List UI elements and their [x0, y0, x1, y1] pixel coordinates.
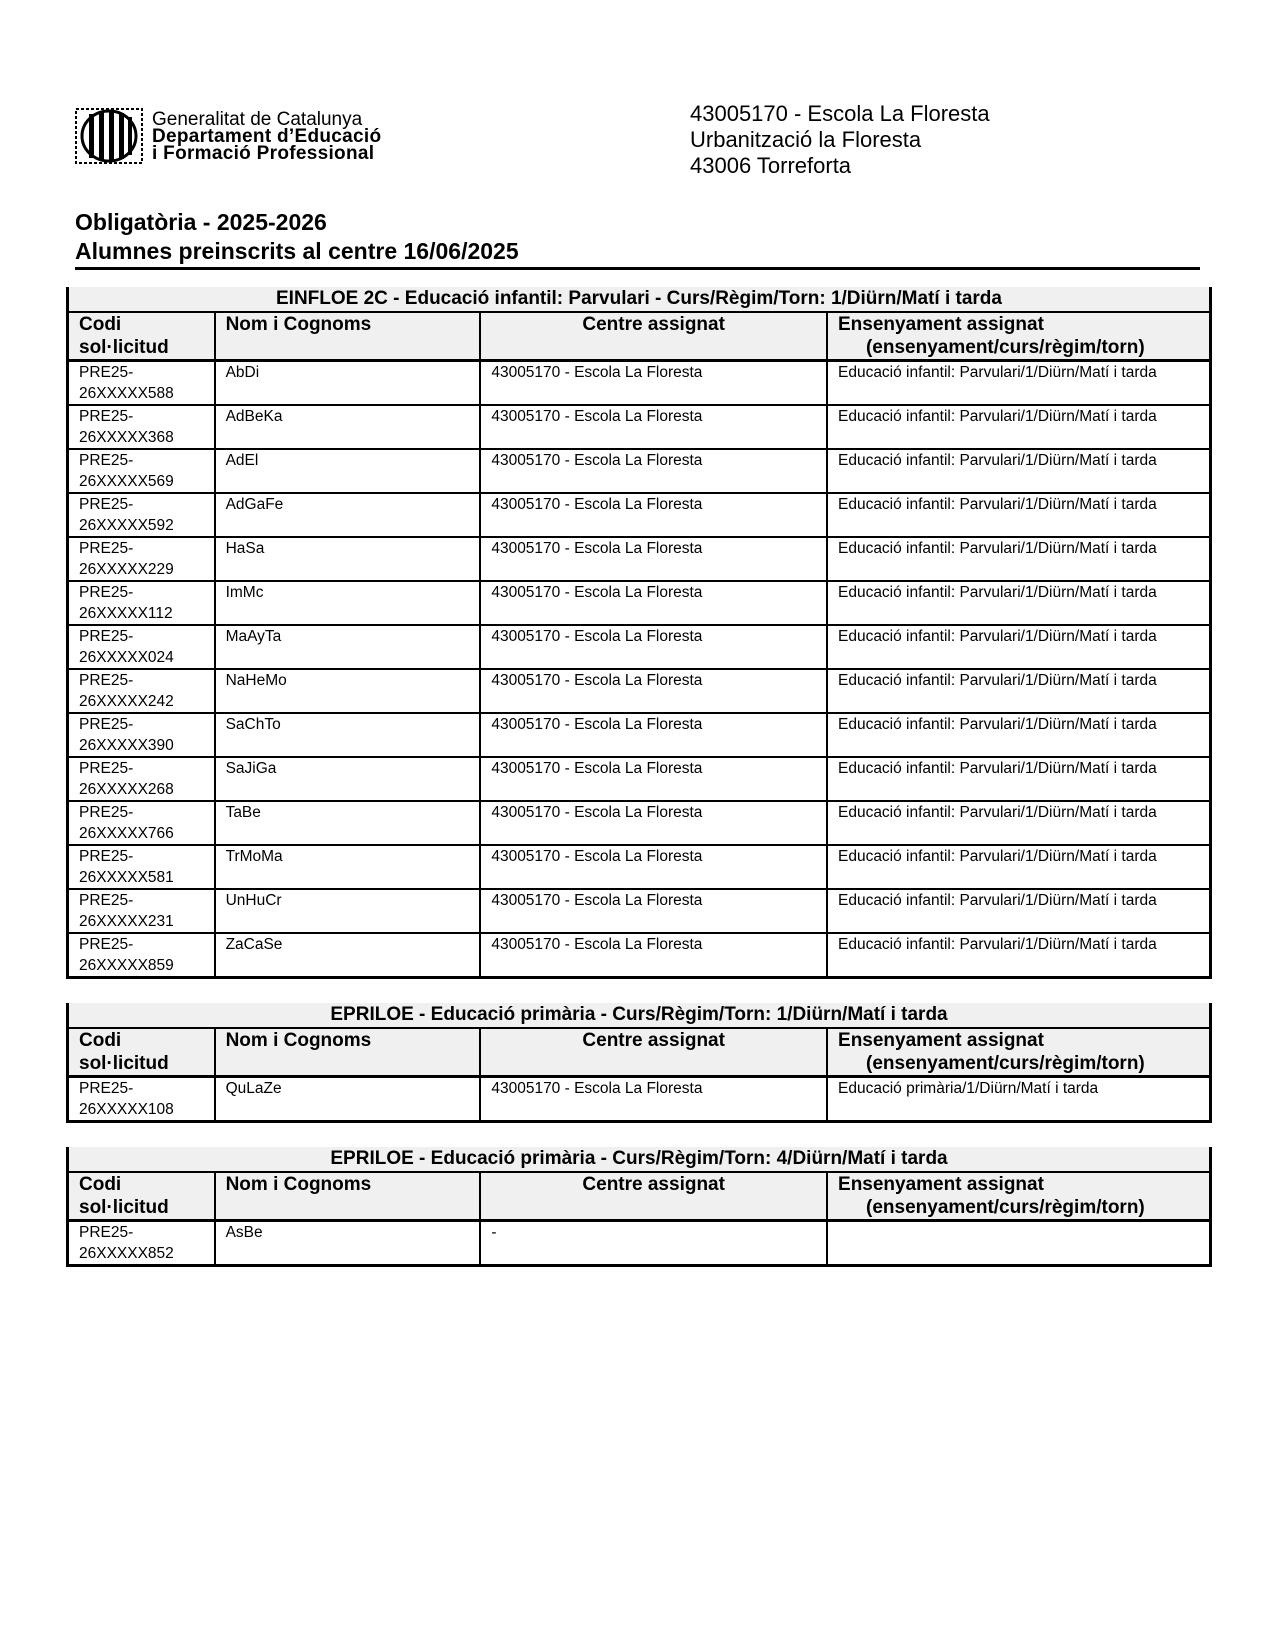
cell-ensenyament: Educació infantil: Parvulari/1/Diürn/Matí i tarda	[827, 669, 1211, 713]
cell-nom: TaBe	[215, 801, 481, 845]
codi-line1: PRE25-	[79, 452, 134, 469]
table-row	[68, 801, 1211, 845]
cell-centre: -	[480, 1221, 827, 1266]
col-header-codi-line1: Codi	[79, 314, 122, 335]
cell-nom: SaJiGa	[215, 757, 481, 801]
cell-codi	[68, 449, 215, 493]
cell-ensenyament: Educació infantil: Parvulari/1/Diürn/Matí i tarda	[827, 537, 1211, 581]
col-header-centre: Centre assignat	[480, 1172, 827, 1221]
table-row	[68, 889, 1211, 933]
cell-codi	[68, 713, 215, 757]
codi-line1: PRE25-	[79, 716, 134, 733]
col-header-ens-line2: (ensenyament/curs/règim/torn)	[865, 337, 1145, 358]
codi-line2: 26XXXXX859	[79, 957, 174, 974]
students-table	[66, 1003, 1212, 1123]
table-row	[68, 1077, 1211, 1122]
cell-ensenyament: Educació infantil: Parvulari/1/Diürn/Matí i tarda	[827, 625, 1211, 669]
col-header-codi	[68, 1172, 215, 1221]
table-row	[68, 581, 1211, 625]
table-row	[68, 625, 1211, 669]
codi-line2: 26XXXXX024	[79, 649, 174, 666]
codi-line1: PRE25-	[79, 848, 134, 865]
col-header-ens-line1: Ensenyament assignat	[838, 1174, 1044, 1195]
codi-line1: PRE25-	[79, 804, 134, 821]
col-header-codi-line1: Codi	[79, 1174, 122, 1195]
codi-line1: PRE25-	[79, 1080, 134, 1097]
cell-nom: MaAyTa	[215, 625, 481, 669]
cell-ensenyament: Educació infantil: Parvulari/1/Diürn/Matí i tarda	[827, 405, 1211, 449]
codi-line2: 26XXXXX390	[79, 737, 174, 754]
cell-nom: SaChTo	[215, 713, 481, 757]
cell-nom: AbDi	[215, 361, 481, 406]
codi-line2: 26XXXXX766	[79, 825, 174, 842]
table-row	[68, 449, 1211, 493]
col-header-codi	[68, 1028, 215, 1077]
codi-line1: PRE25-	[79, 760, 134, 777]
table-caption: EINFLOE 2C - Educació infantil: Parvulari - Curs/Règim/Torn: 1/Diürn/Matí i tarda	[68, 287, 1211, 312]
cell-centre: 43005170 - Escola La Floresta	[480, 449, 827, 493]
codi-line1: PRE25-	[79, 496, 134, 513]
table-caption: EPRILOE - Educació primària - Curs/Règim/Torn: 1/Diürn/Matí i tarda	[68, 1003, 1211, 1028]
cell-codi	[68, 801, 215, 845]
col-header-codi-line2: sol·licitud	[79, 1197, 169, 1218]
logo-line-2: Departament d’Educació	[152, 125, 382, 147]
table-row	[68, 845, 1211, 889]
col-header-nom: Nom i Cognoms	[215, 312, 481, 361]
table-caption-row	[68, 287, 1211, 312]
cell-nom: AdBeKa	[215, 405, 481, 449]
col-header-codi-line2: sol·licitud	[79, 1053, 169, 1074]
table-header-row	[68, 1028, 1211, 1077]
cell-ensenyament: Educació infantil: Parvulari/1/Diürn/Matí i tarda	[827, 845, 1211, 889]
cell-ensenyament: Educació infantil: Parvulari/1/Diürn/Matí i tarda	[827, 361, 1211, 406]
cell-centre: 43005170 - Escola La Floresta	[480, 845, 827, 889]
table-caption-row	[68, 1003, 1211, 1028]
address-line-3: 43006 Torreforta	[690, 153, 852, 178]
title-line-1: Obligatòria - 2025-2026	[75, 209, 327, 235]
codi-line1: PRE25-	[79, 628, 134, 645]
col-header-ens-line2: (ensenyament/curs/règim/torn)	[866, 1053, 1145, 1074]
cell-codi	[68, 1221, 215, 1266]
cell-centre: 43005170 - Escola La Floresta	[480, 713, 827, 757]
table-caption-row	[68, 1147, 1211, 1172]
logo-line-3: i Formació Professional	[152, 142, 375, 164]
cell-nom: NaHeMo	[215, 669, 481, 713]
generalitat-logo	[75, 108, 381, 164]
cell-ensenyament: Educació infantil: Parvulari/1/Diürn/Matí i tarda	[827, 757, 1211, 801]
codi-line2: 26XXXXX569	[79, 473, 174, 490]
school-address	[690, 101, 990, 179]
cell-codi	[68, 537, 215, 581]
codi-line2: 26XXXXX108	[79, 1101, 174, 1118]
codi-line1: PRE25-	[79, 584, 134, 601]
codi-line2: 26XXXXX592	[79, 517, 174, 534]
cell-ensenyament: Educació infantil: Parvulari/1/Diürn/Matí i tarda	[827, 713, 1211, 757]
codi-line2: 26XXXXX112	[79, 605, 173, 622]
codi-line2: 26XXXXX588	[79, 385, 174, 402]
col-header-ensenyament	[827, 1172, 1210, 1221]
cell-codi	[68, 581, 215, 625]
table-row	[68, 713, 1211, 757]
table-row	[68, 537, 1211, 581]
cell-centre: 43005170 - Escola La Floresta	[480, 625, 827, 669]
codi-line2: 26XXXXX581	[79, 869, 174, 886]
cell-centre: 43005170 - Escola La Floresta	[480, 757, 827, 801]
col-header-codi-line1: Codi	[79, 1030, 122, 1051]
cell-nom: QuLaZe	[215, 1077, 481, 1122]
cell-centre: 43005170 - Escola La Floresta	[480, 493, 827, 537]
cell-ensenyament: Educació infantil: Parvulari/1/Diürn/Matí i tarda	[827, 581, 1211, 625]
col-header-nom: Nom i Cognoms	[215, 1028, 481, 1077]
table-row	[68, 933, 1211, 978]
codi-line1: PRE25-	[79, 408, 134, 425]
col-header-nom: Nom i Cognoms	[215, 1172, 481, 1221]
document-title	[75, 208, 1200, 270]
cell-codi	[68, 669, 215, 713]
cell-ensenyament: Educació infantil: Parvulari/1/Diürn/Matí i tarda	[827, 449, 1211, 493]
students-table	[66, 1147, 1212, 1267]
cell-codi	[68, 493, 215, 537]
table-row	[68, 361, 1211, 406]
codi-line2: 26XXXXX229	[79, 561, 174, 578]
cell-nom: AdGaFe	[215, 493, 481, 537]
cell-codi	[68, 625, 215, 669]
cell-centre: 43005170 - Escola La Floresta	[480, 889, 827, 933]
col-header-ensenyament	[827, 1028, 1210, 1077]
codi-line1: PRE25-	[79, 936, 134, 953]
cell-codi	[68, 757, 215, 801]
cell-nom: ImMc	[215, 581, 481, 625]
table-row	[68, 405, 1211, 449]
table-row	[68, 493, 1211, 537]
codi-line2: 26XXXXX268	[79, 781, 174, 798]
table-header-row	[68, 1172, 1211, 1221]
cell-codi	[68, 845, 215, 889]
codi-line1: PRE25-	[79, 1224, 134, 1241]
table-caption: EPRILOE - Educació primària - Curs/Règim/Torn: 4/Diürn/Matí i tarda	[68, 1147, 1211, 1172]
cell-codi	[68, 933, 215, 978]
col-header-ens-line2: (ensenyament/curs/règim/torn)	[866, 1197, 1145, 1218]
table-row	[68, 1221, 1211, 1266]
catalan-coat-of-arms-icon	[75, 108, 143, 164]
address-line-2: Urbanització la Floresta	[690, 127, 922, 152]
tables-container	[66, 287, 1212, 1291]
codi-line1: PRE25-	[79, 540, 134, 557]
cell-ensenyament	[827, 1221, 1210, 1266]
col-header-ens-line1: Ensenyament assignat	[838, 1030, 1044, 1051]
cell-codi	[68, 889, 215, 933]
cell-ensenyament: Educació infantil: Parvulari/1/Diürn/Matí i tarda	[827, 889, 1211, 933]
cell-nom: ZaCaSe	[215, 933, 481, 978]
table-header-row	[68, 312, 1211, 361]
cell-nom: TrMoMa	[215, 845, 481, 889]
cell-centre: 43005170 - Escola La Floresta	[480, 801, 827, 845]
col-header-centre: Centre assignat	[480, 312, 827, 361]
cell-nom: AdEl	[215, 449, 481, 493]
cell-centre: 43005170 - Escola La Floresta	[480, 581, 827, 625]
cell-codi	[68, 361, 215, 406]
cell-centre: 43005170 - Escola La Floresta	[480, 669, 827, 713]
codi-line2: 26XXXXX852	[79, 1245, 174, 1262]
address-line-1: 43005170 - Escola La Floresta	[690, 101, 990, 126]
cell-ensenyament: Educació infantil: Parvulari/1/Diürn/Matí i tarda	[827, 933, 1211, 978]
cell-nom: HaSa	[215, 537, 481, 581]
students-table	[66, 287, 1212, 979]
codi-line2: 26XXXXX231	[79, 913, 174, 930]
col-header-ens-line1: Ensenyament assignat	[837, 314, 1044, 335]
codi-line2: 26XXXXX368	[79, 429, 174, 446]
cell-nom: UnHuCr	[215, 889, 481, 933]
col-header-centre: Centre assignat	[480, 1028, 827, 1077]
title-line-2: Alumnes preinscrits al centre 16/06/2025	[75, 238, 519, 264]
table-row	[68, 669, 1211, 713]
codi-line2: 26XXXXX242	[79, 693, 174, 710]
codi-line1: PRE25-	[79, 672, 134, 689]
col-header-codi	[68, 312, 215, 361]
cell-ensenyament: Educació primària/1/Diürn/Matí i tarda	[827, 1077, 1210, 1122]
cell-centre: 43005170 - Escola La Floresta	[480, 405, 827, 449]
col-header-ensenyament	[827, 312, 1211, 361]
table-row	[68, 757, 1211, 801]
codi-line1: PRE25-	[79, 892, 134, 909]
logo-line-1: Generalitat de Catalunya	[152, 108, 363, 130]
cell-codi	[68, 405, 215, 449]
cell-centre: 43005170 - Escola La Floresta	[480, 361, 827, 406]
cell-centre: 43005170 - Escola La Floresta	[480, 1077, 827, 1122]
cell-nom: AsBe	[215, 1221, 481, 1266]
cell-centre: 43005170 - Escola La Floresta	[480, 933, 827, 978]
cell-centre: 43005170 - Escola La Floresta	[480, 537, 827, 581]
codi-line1: PRE25-	[79, 364, 134, 381]
cell-codi	[68, 1077, 215, 1122]
cell-ensenyament: Educació infantil: Parvulari/1/Diürn/Matí i tarda	[827, 801, 1211, 845]
col-header-codi-line2: sol·licitud	[79, 337, 169, 358]
cell-ensenyament: Educació infantil: Parvulari/1/Diürn/Matí i tarda	[827, 493, 1211, 537]
